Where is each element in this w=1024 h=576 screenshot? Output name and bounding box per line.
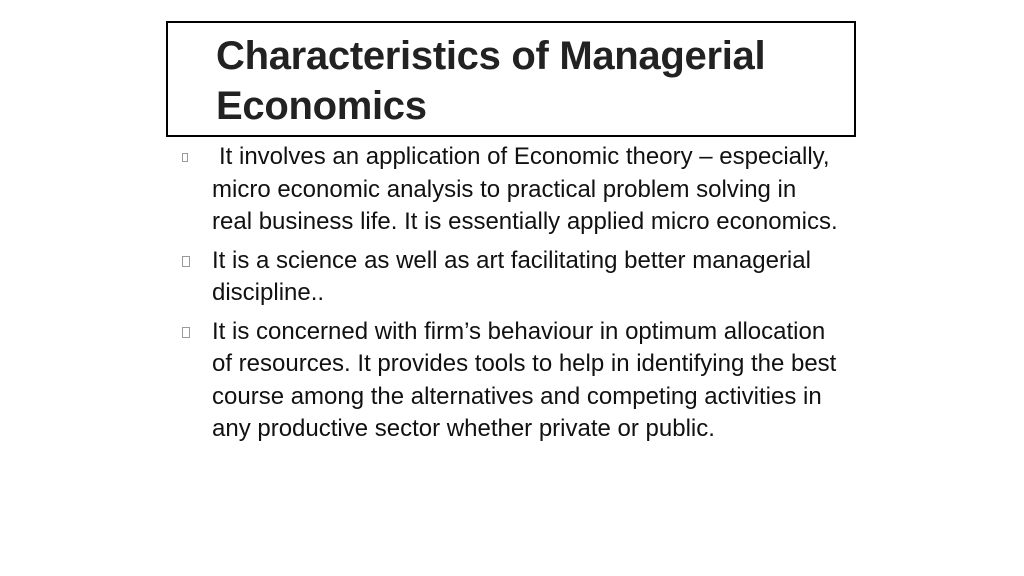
bullet-box-icon — [182, 327, 190, 338]
bullet-text: It is a science as well as art facilitating better managerial discipline.. — [212, 246, 811, 306]
bullet-item — [180, 316, 840, 446]
bullet-text: It is concerned with firm’s behaviour in optimum allocation of resources. It provides tools to help in identifying the best course among the alternatives and competing activities in any productive sector whether private or public. — [212, 317, 837, 442]
bullet-box-icon — [182, 153, 188, 162]
title-box — [166, 21, 856, 137]
bullet-item — [180, 141, 840, 239]
bullet-item — [180, 245, 840, 310]
bullet-box-icon — [182, 256, 190, 267]
bullet-list — [180, 141, 840, 452]
bullet-text: It involves an application of Economic theory – especially, micro economic analysis to practical problem solving in real business life. It is essentially applied micro economics. — [212, 143, 838, 235]
slide-title: Characteristics of Managerial Economics — [216, 34, 766, 128]
